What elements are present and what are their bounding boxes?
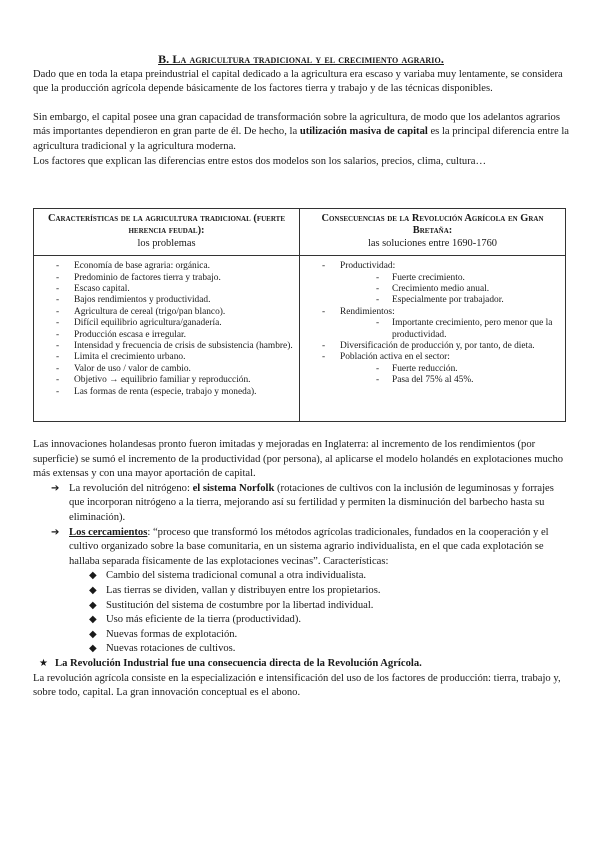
- nitrogen-text-c: (rotaciones de cultivos con la inclusión de leguminosas y forrajes que incorporan nitrógeno a la tierra, mejorando así su fertilidad y permiten la disminución del barbecho hasta su eliminación).: [69, 482, 554, 523]
- list-item: - Difícil equilibrio agricultura/ganadería.: [40, 318, 293, 329]
- paragraph-capital: [33, 111, 569, 155]
- list-item: - Producción escasa e irregular.: [40, 330, 293, 341]
- page-body: [33, 52, 569, 169]
- list-item: [33, 599, 570, 614]
- star-note-text: La Revolución Industrial fue una consecuencia directa de la Revolución Agrícola.: [55, 657, 422, 669]
- solutions-list: [306, 261, 559, 386]
- list-item: - Diversificación de producción y, por tanto, de dieta.: [306, 341, 559, 352]
- list-item: [306, 261, 559, 307]
- paragraph-capital-a: Sin embargo, el capital posee una gran capacidad de transformación sobre la agricultura, de modo que los adelantos agrarios más importantes dependieron en gran parte de él. De hecho, la: [33, 111, 560, 138]
- list-item-text: Nuevas formas de explotación.: [106, 628, 238, 640]
- paragraph-dutch-innovations: Las innovaciones holandesas pronto fueron imitadas y mejoradas en Inglaterra: al incremento de los rendimientos (por superficie) se sumó el incremento de la productividad (por persona), al aplicarse el modelo holandés en explotaciones mucho más extensas y con una mayor aportación de capital.: [33, 439, 564, 480]
- diamond-bullet-icon: ◆: [89, 614, 97, 626]
- list-item: - Intensidad y frecuencia de crisis de subsistencia (hambre).: [40, 341, 293, 352]
- list-item: [33, 642, 570, 657]
- industrial-revolution-note: [33, 657, 570, 672]
- list-item: - Economía de base agraria: orgánica.: [40, 261, 293, 272]
- section-title: B. La agricultura tradicional y el crecimiento agrario.: [158, 52, 444, 66]
- right-header-sub: las soluciones entre 1690-1760: [368, 237, 497, 249]
- diamond-bullet-icon: ◆: [89, 584, 97, 596]
- list-item: - Las formas de renta (especie, trabajo y moneda).: [40, 387, 293, 398]
- enclosures-text: : “proceso que transformó los métodos agrícolas tradicionales, fundados en la cooperación y el cultivo organizado sobre la base comunitaria, en un sistema agrario individualista, en el que cada explotación se hallaba separada físicamente de las explotaciones vecinas”. Características:: [69, 526, 549, 567]
- productivity-sublist: [340, 273, 559, 307]
- table-cell-solutions: [300, 256, 566, 422]
- list-item: [33, 613, 570, 628]
- list-item-text: Nuevas rotaciones de cultivos.: [106, 643, 236, 655]
- list-item: - Bajos rendimientos y productividad.: [40, 295, 293, 306]
- list-item: [33, 584, 570, 599]
- list-item-text: Cambio del sistema tradicional comunal a otra individualista.: [106, 570, 367, 582]
- list-item: - Valor de uso / valor de cambio.: [40, 364, 293, 375]
- yields-label: Rendimientos:: [340, 306, 395, 317]
- table-header-right: [300, 209, 566, 256]
- arrow-right-icon: ➔: [51, 482, 60, 494]
- diamond-bullet-icon: ◆: [89, 599, 97, 611]
- left-header-title: Características de la agricultura tradicional (fuerte herencia feudal):: [48, 213, 285, 237]
- list-item: [33, 569, 570, 584]
- list-item: - Limita el crecimiento urbano.: [40, 352, 293, 363]
- paragraph-intro: Dado que en toda la etapa preindustrial el capital dedicado a la agricultura era escaso y variaba muy lentamente, se considera que la producción agrícola depende básicamente de los factores tierra y trabajo y de las técnicas disponibles.: [33, 68, 563, 95]
- list-item: - Fuerte crecimiento.: [340, 273, 559, 284]
- lower-section: [33, 438, 570, 701]
- list-item: [306, 307, 559, 341]
- list-item: - Crecimiento medio anual.: [340, 284, 559, 295]
- arrow-right-icon: ➔: [51, 526, 60, 538]
- list-item-text: Las tierras se dividen, vallan y distribuyen entre los propietarios.: [106, 584, 381, 596]
- nitrogen-revolution-item: [33, 482, 570, 526]
- list-item: - Escaso capital.: [40, 284, 293, 295]
- comparison-table: [33, 208, 566, 422]
- diamond-bullet-icon: ◆: [89, 628, 97, 640]
- list-item: - Agricultura de cereal (trigo/pan blanco).: [40, 307, 293, 318]
- list-item: - Especialmente por trabajador.: [340, 295, 559, 306]
- nitrogen-text-bold: el sistema Norfolk: [192, 482, 275, 494]
- problems-list: [40, 261, 293, 398]
- list-item: - Pasa del 75% al 45%.: [340, 375, 559, 386]
- nitrogen-text-a: La revolución del nitrógeno:: [69, 482, 193, 494]
- workforce-label: Población activa en el sector:: [340, 352, 450, 363]
- list-item-text: Sustitución del sistema de costumbre por la libertad individual.: [106, 599, 374, 611]
- enclosure-characteristics-list: [33, 569, 570, 657]
- paragraph-capital-c: es la principal diferencia entre la agricultura tradicional y la agricultura moderna.: [33, 126, 570, 152]
- right-header-title: Consecuencias de la Revolución Agrícola en Gran Bretaña:: [321, 213, 544, 237]
- yields-sublist: [340, 318, 559, 341]
- enclosures-item: [33, 526, 570, 570]
- productivity-label: Productividad:: [340, 261, 396, 272]
- star-icon: ★: [39, 657, 48, 669]
- paragraph-conclusion: La revolución agrícola consiste en la especialización e intensificación del uso de los factores de producción: tierra, trabajo y, sobre todo, capital. La gran innovación conceptual es el abono.: [33, 672, 561, 699]
- diamond-bullet-icon: ◆: [89, 643, 97, 655]
- enclosures-title: Los cercamientos: [69, 526, 148, 538]
- paragraph-capital-bold: utilización masiva de capital: [299, 126, 428, 138]
- list-item: - Objetivo → equilibrio familiar y reproducción.: [40, 375, 293, 386]
- paragraph-factors: Los factores que explican las diferencias entre estos dos modelos son los salarios, precios, clima, cultura…: [33, 155, 487, 167]
- diamond-bullet-icon: ◆: [89, 570, 97, 582]
- list-item-text: Uso más eficiente de la tierra (productividad).: [106, 614, 302, 626]
- left-header-sub: los problemas: [137, 237, 196, 249]
- table-header-left: [34, 209, 300, 256]
- list-item: - Predominio de factores tierra y trabajo.: [40, 273, 293, 284]
- workforce-sublist: [340, 364, 559, 387]
- list-item: - Importante crecimiento, pero menor que la productividad.: [340, 318, 559, 341]
- list-item: [306, 352, 559, 386]
- list-item: - Fuerte reducción.: [340, 364, 559, 375]
- list-item: [33, 628, 570, 643]
- table-cell-problems: [34, 256, 300, 422]
